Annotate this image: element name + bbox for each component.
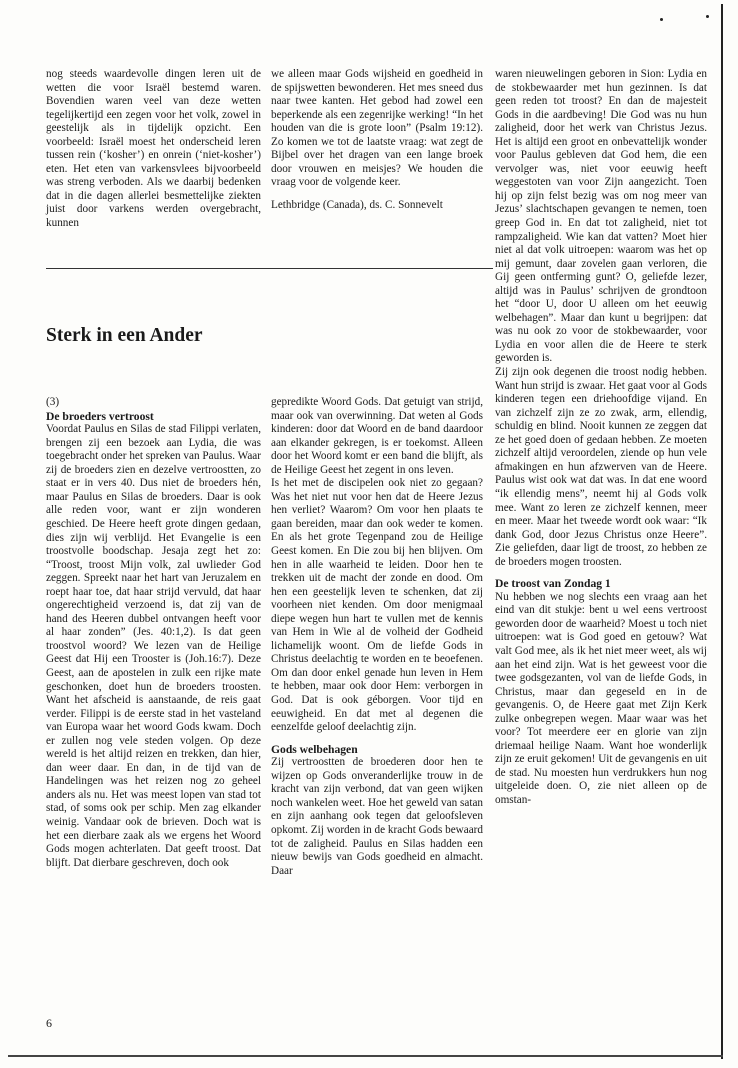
paragraph: Voordat Paulus en Silas de stad Filippi verlaten, brengen zij een bezoek aan Lydia, die was toegebracht onder het spreken van Paulus. Waar zij de broeders zien en dezelve vertroostten, zo staat er in vers 40. Dus niet de broeders hén, maar Paulus en Silas de broeders. Daar is ook alle reden voor, want er zijn wonderen geschied. De Heere heeft grote dingen gedaan, dies zijn wij verblijd. Het Evangelie is een troostvolle boodschap. Jesaja zegt het zo: “Troost, troost Mijn volk, zal uwlieder God zeggen. Spreekt naar het hart van Jeruzalem en roept haar toe, dat haar strijd vervuld, dat haar ongerechtigheid verzoend is, dat zij van de hand des Heeren dubbel ontvangen heeft voor al haar zonden” (Jes. 40:1,2). Is dat geen troostvol woord? We lezen van de Heilige Geest dat Hij een Trooster is (Joh.16:7). Deze Geest, aan de apostelen in zulk een rijke mate geschonken, doet hun de broeders troosten. Want het afscheid is aanstaande, de reis gaat verder. Filippi is de eerste stad in het vasteland van Europa waar het woord Gods kwam. Doch er zullen nog vele steden volgen. Op deze wereld is het altijd reizen en trekken, dan hier, dan weer daar. En dan, in de tijd van de Handelingen was het reizen nog zo geheel anders als nu. Het was meest lopen van stad tot stad, of soms ook per schip. Men zag elkander weinig. Vandaar ook de brieven. Doch wat is het een dierbare zaak als we ergens het Woord Gods mogen achterlaten. Dat geeft troost. Dat blijft. Dat dierbare geschreven, doch ook <box>46 423 261 869</box>
paragraph: gepredikte Woord Gods. Dat getuigt van strijd, maar ook van overwinning. Dat weten al Gods kinderen: door dat Woord en de band daardoor aan elkander gekregen, is er toekomst. Alleen door het Woord komt er een band die blijft, als de Heilige Geest het zegent in ons leven. <box>271 396 483 476</box>
top-column-2 <box>271 68 483 212</box>
article-title: Sterk in een Ander <box>46 325 203 346</box>
top-column-1-text: nog steeds waardevolle dingen leren uit de wetten die voor Israël bestemd waren. Bovendien waren veel van deze wetten tegelijkertijd een zegen voor het volk, zowel in geestelijk als in tijdelijk opzicht. Een voorbeeld: Israël moest het onderscheid leren tussen rein (‘kosher’) en onrein (‘niet-kosher’) eten. Het eten van varkensvlees bijvoorbeeld was streng verboden. Als we daarbij bedenken dat in die dagen allerlei besmettelijke ziekten juist door varkens werden overgebracht, kunnen <box>46 68 261 230</box>
paragraph: Zij vertroostten de broederen door hen te wijzen op Gods onveranderlijke trouw in de kracht van zijn verbond, dat van geen wijken noch wankelen weet. Hoe het geweld van satan en zijn aanhang ook tegen dat geloofsleven opkomt. Zij worden in de kracht Gods bewaard tot de zaligheid. Paulus en Silas hadden een nieuw bewijs van Gods goedheid en almacht. Daar <box>271 756 483 877</box>
scan-speck <box>660 18 663 21</box>
top-column-1 <box>46 68 261 231</box>
author-signature: Lethbridge (Canada), ds. C. Sonnevelt <box>271 198 443 211</box>
paragraph: Is het met de discipelen ook niet zo gegaan? Was het niet nut voor hen dat de Heere Jezus hen verliet? Waarom? Om voor hen plaats te gaan bereiden, maar dan ook weder te komen. En als het grote Tegenpand zou de Heilige Geest komen. En Die zou bij hen blijven. Om hen in alle waarheid te leiden. Door hen te trekken uit de macht der zonde en dood. Om hen een geestelijk leven te schenken, dat zij voorheen niet kenden. Om door menigmaal diepe wegen hun hart te vullen met de kennis van Hem in Wie al de volheid der Godheid lichamelijk woont. Om de liefde Gods in Christus deelachtig te worden en te beoefenen. Om dan door enkel genade hun leven in Hem te hebben, maar ook door Hem: verborgen in God. Dat is ook géborgen. Voor tijd en eeuwigheid. En dat met al degenen die eenzelfde geloof deelachtig zijn. <box>271 477 483 734</box>
section-heading: De broeders vertroost <box>46 409 154 423</box>
section-divider <box>46 268 493 269</box>
article-column-3 <box>495 68 707 808</box>
article-column-1 <box>46 396 261 870</box>
page-edge-right <box>721 4 723 1059</box>
paragraph: waren nieuwelingen geboren in Sion: Lydia en de stokbewaarder met hun gezinnen. Is dat geen reden tot troost? En dan de majesteit Gods in die aardbeving! Die God was nu hun zaligheid, door het werk van Christus Jezus. Het is altijd een groot en onbevattelijk wonder voor Paulus gebleven dat God hem, die een vervolger was, niet voor eeuwig heeft weggestoten van voor Zijn aangezicht. Toen hij op zijn felst bezig was om nog meer van Jezus’ slachtschapen gevangen te nemen, toen greep God in. En dat tot zaligheid, niet tot rampzaligheid. Wie kan dat vatten? Moet hier niet al dat volk uitroepen: waarom was het op mij gemunt, daar zovelen gaan verloren, die Gij geen ontferming gunt? O, geliefde lezer, altijd was in Paulus’ schrijven de grondtoon het “door U, door U alleen om het eeuwig welbehagen”. Maar dan kunt u begrijpen: dat was nu ook zo voor de stokbewaarder, voor Lydia en voor allen die de Heere te sterk geworden is. <box>495 68 707 365</box>
paragraph: Zij zijn ook degenen die troost nodig hebben. Want hun strijd is zwaar. Het gaat voor al Gods kinderen tegen een driehoofdige vijand. En van zichzelf zijn ze zo zwak, arm, ellendig, schuldig en blind. Nooit kunnen ze zeggen dat ze het goed doen of gedaan hebben. Ze moeten zichzelf altijd veroordelen, ziende op hun vele afmakingen en hun afzwerven van de Heere. Paulus wist ook wat dat was. In dat ene woord “ik ellendig mens”, neemt hij al Gods volk mee. Want zo leren ze zichzelf kennen, meer en meer. Maar het tweede wordt ook waar: “Ik dank God, door Jezus Christus onze Heere”. Zie geliefden, daar ligt de troost, zo hebben ze de broeders mogen troosten. <box>495 366 707 568</box>
page-edge-bottom <box>8 1055 723 1057</box>
section-heading: Gods welbehagen <box>271 742 358 756</box>
paragraph: Nu hebben we nog slechts een vraag aan het eind van dit stukje: bent u wel eens vertroost geworden door de waarheid? Moest u toch niet uitroepen: wat is God goed en getouw? Wat valt God mee, als ik het niet meer weet, als wij aan het eind zijn. Wat is het geweest voor die twee godsgezanten, vol van de liefde Gods, in Christus, maar dan gegeseld en in de gevangenis. O, de Heere gaat met Zijn Kerk zulke onbegrepen wegen. Maar waar was het voor? Tot meerdere eer en glorie van zijn driemaal heilige Naam. Want hoe wonderlijk zijn ze eruit gekomen! Uit de gevangenis en uit de stad. Nu moesten hun verdrukkers hun nog uitgeleide doen. O, zie niet alleen op de omstan- <box>495 590 707 807</box>
article-part-number: (3) <box>46 396 60 408</box>
article-column-2 <box>271 396 483 878</box>
section-heading: De troost van Zondag 1 <box>495 577 611 591</box>
page-number: 6 <box>46 1016 52 1030</box>
scan-speck <box>706 15 709 18</box>
top-column-2-text: we alleen maar Gods wijsheid en goedheid in de spijswetten bewonderen. Het mes sneed dus naar twee kanten. Het gebod had zowel een beperkende als een zegenrijke werking! “In het houden van die is grote loon” (Psalm 19:12). Zo komen we tot de laatste vraag: wat zegt de Bijbel over het dragen van een lange broek door vrouwen en meisjes? We houden die vraag voor de volgende keer. <box>271 68 483 189</box>
